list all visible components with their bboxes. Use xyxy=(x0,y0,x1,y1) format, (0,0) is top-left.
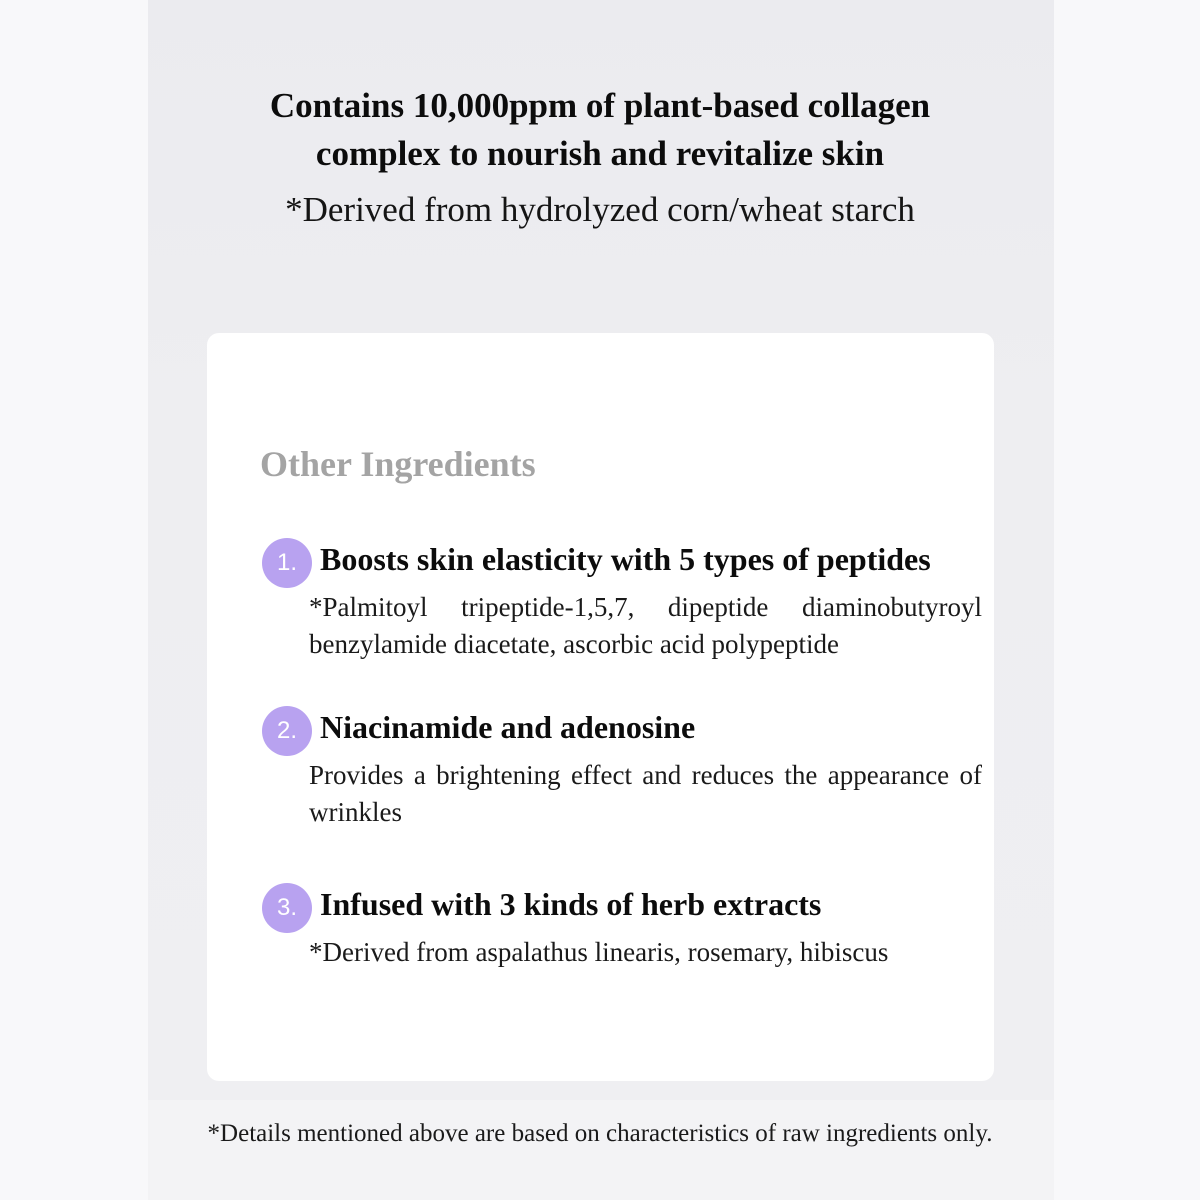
right-background-band xyxy=(1054,0,1200,1200)
ingredient-description-2: Provides a brightening effect and reduces the appearance of wrinkles xyxy=(309,760,982,827)
ingredient-description-1: *Palmitoyl tripeptide-1,5,7, dipeptide diaminobutyroyl benzylamide diacetate, ascorbic acid polypeptide xyxy=(309,592,982,659)
card-title: Other Ingredients xyxy=(260,444,536,484)
ingredient-heading-2: Niacinamide and adenosine xyxy=(320,709,696,745)
main-headline: Contains 10,000ppm of plant-based collagen complex to nourish and revitalize skin xyxy=(269,86,931,173)
ingredient-heading-3: Infused with 3 kinds of herb extracts xyxy=(320,886,822,922)
headline-subtext: *Derived from hydrolyzed corn/wheat starch xyxy=(285,190,915,229)
disclaimer-footnote: *Details mentioned above are based on characteristics of raw ingredients only. xyxy=(207,1120,993,1147)
left-background-band xyxy=(0,0,148,1200)
ingredient-description-3: *Derived from aspalathus linearis, rosemary, hibiscus xyxy=(309,937,889,967)
intro-header xyxy=(220,82,980,232)
number-badge-3: 3. xyxy=(262,883,312,933)
ingredients-card xyxy=(207,333,994,1081)
ingredient-heading-1: Boosts skin elasticity with 5 types of peptides xyxy=(320,541,931,577)
number-badge-2: 2. xyxy=(262,706,312,756)
number-badge-1: 1. xyxy=(262,538,312,588)
